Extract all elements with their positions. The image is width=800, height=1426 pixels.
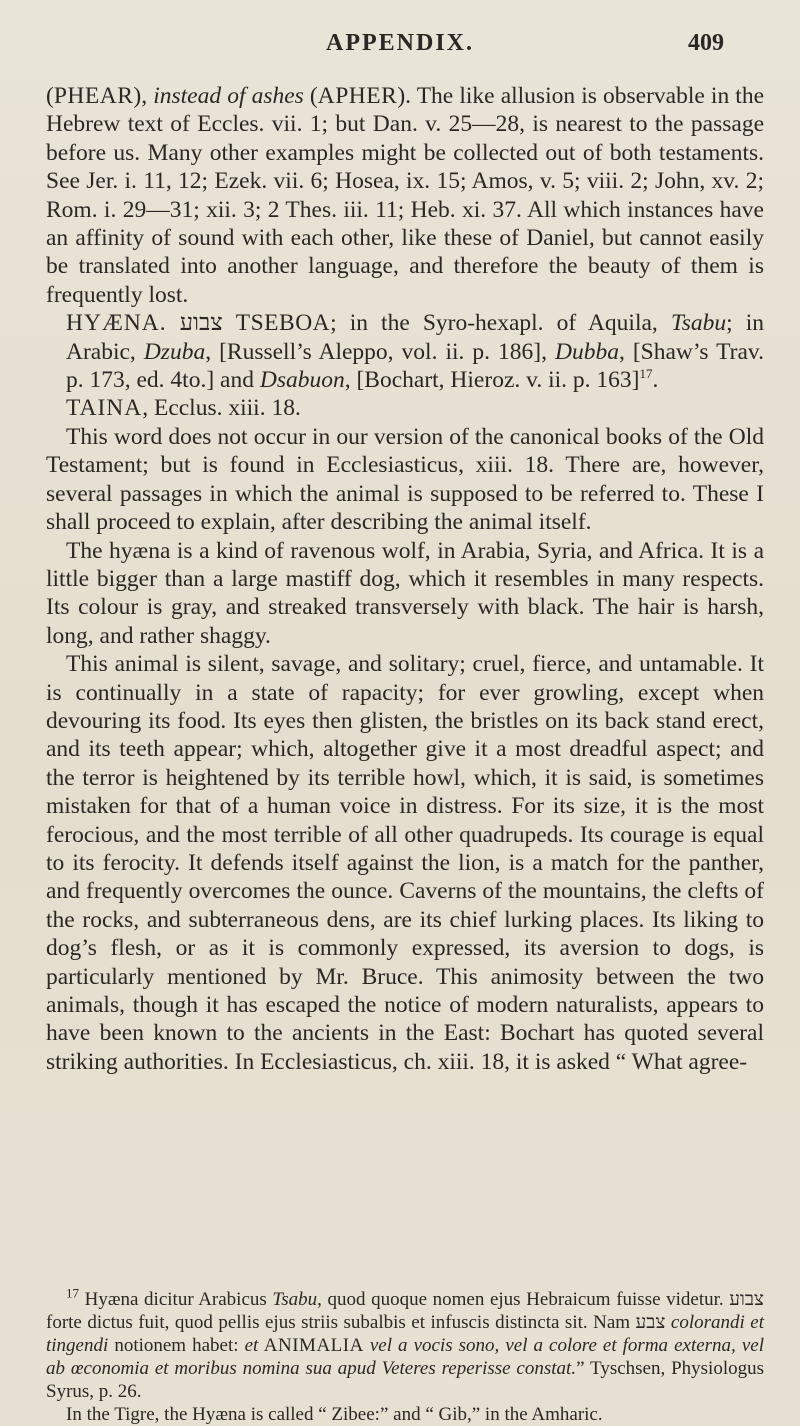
- greek-term-taina: TAINA: [66, 395, 143, 422]
- small-caps-text: ANIMALIA: [258, 1335, 364, 1356]
- running-head: APPENDIX.: [326, 30, 474, 56]
- text-run: , [Bochart, Hieroz. v. ii. p. 163]: [344, 367, 640, 394]
- page-header: [0, 28, 800, 62]
- footnote-number: 17: [66, 1285, 79, 1301]
- italic-text: Dubba: [554, 338, 619, 365]
- text-run: ; in Arabic,: [66, 310, 765, 365]
- entry-subheading-taina: [46, 394, 764, 422]
- italic-text: Dsabuon: [259, 367, 345, 394]
- entry-heading-hyaena: [46, 309, 764, 394]
- text-run: ),: [133, 83, 154, 109]
- page-number: 409: [688, 30, 724, 56]
- paragraph-behaviour: This animal is silent, savage, and solitary; cruel, fierce, and untamable. It is continually in a state of rapacity; for ever growling, except when devouring its food. Its eyes then glisten, the bristles on its back stand erect, and its teeth appear; which, altogether give it a most dreadful aspect; and the terror is heightened by its terrible howl, which, it is said, is sometimes mistaken for that of a human voice in distress. For its size, it is the most ferocious, and the most terrible of all other quadrupeds. Its courage is equal to its ferocity. It defends itself against the lion, is a match for the panther, and frequently overcomes the ounce. Caverns of the mountains, the clefts of the rocks, and subterraneous dens, are its chief lurking places. Its liking to dog’s flesh, or as it is commonly expressed, its aversion to dogs, is particularly mentioned by Mr. Bruce. This animosity between the two animals, though it has escaped the notice of modern naturalists, appears to have been known to the ancients in the East: Bochart has quoted several striking authorities. In Ecclesiasticus, ch. xiii. 18, it is asked “ What agree-: [46, 651, 764, 1075]
- text-run: , Ecclus. xiii. 18.: [142, 395, 301, 422]
- text-run: (: [303, 83, 318, 109]
- footnotes: [46, 1285, 765, 1426]
- text-run: , quod quoque nomen ejus Hebraicum fuisse videtur. צבוע forte dictus fuit, quod pellis ejus striis subalbis et infuscis distincta sit. Nam צבע: [46, 1289, 764, 1333]
- italic-text: Tsabu: [670, 310, 727, 337]
- italic-text: Dzuba: [143, 338, 206, 365]
- paragraph-phear: [46, 82, 764, 309]
- text-run: Hyæna dicitur Arabicus: [79, 1289, 273, 1310]
- paragraph-occurrence: This word does not occur in our version of the canonical books of the Old Testament; but is found in Ecclesiasticus, xiii. 18. There are, however, several passages in which the animal is supposed to be referred to. These I shall proceed to explain, after describing the animal itself.: [46, 423, 764, 536]
- italic-text: Tsabu: [272, 1289, 318, 1310]
- text-run: ; in the Syro-hexapl. of Aquila,: [330, 310, 671, 337]
- italic-text: instead of ashes: [153, 83, 304, 109]
- body-text: [46, 82, 764, 1076]
- italic-text: colorandi et tingendi: [46, 1312, 765, 1356]
- italic-text: et: [244, 1335, 259, 1356]
- text-run: (: [46, 83, 54, 109]
- hebrew-word: צבוע: [166, 310, 236, 337]
- text-run: , [Shaw’s Trav. p. 173, ed. 4to.] and: [66, 338, 765, 394]
- text-run: ” Tyschsen, Physiologus Syrus, p. 26.: [46, 1358, 765, 1402]
- paragraph-description: The hyæna is a kind of ravenous wolf, in Arabia, Syria, and Africa. It is a little bigger than a large mastiff dog, which it resembles in many respects. Its colour is gray, and streaked transversely with black. The hair is harsh, long, and rather shaggy.: [46, 537, 764, 649]
- footnote-marker: 17: [639, 366, 653, 382]
- text-run: ). The like allusion is observable in the Hebrew text of Eccles. vii. 1; but Dan. v. 25—28, is nearest to the passage before us. Many other examples might be collected out of both testaments. See Jer. i. 11, 12; Ezek. vii. 6; Hosea, ix. 15; Amos, v. 5; viii. 2; John, xv. 2; Rom. i. 29—31; xii. 3; 2 Thes. iii. 11; Heb. xi. 37. All which instances have an affinity of sound with each other, like these of Daniel, but cannot easily be translated into another language, and therefore the beauty of them is frequently lost.: [46, 83, 765, 308]
- entry-title-hyaena: HYÆNA.: [66, 310, 167, 337]
- text-run: , [Russell’s Aleppo, vol. ii. p. 186],: [205, 338, 555, 365]
- text-run: .: [652, 367, 659, 394]
- term-phear: PHEAR: [53, 83, 134, 109]
- italic-text: vel a vocis sono, vel a colore et forma externa, vel ab œconomia et moribus nomina sua apud Veteres reperisse constat.: [46, 1335, 764, 1379]
- term-tseboa: TSEBOA: [235, 310, 331, 337]
- term-apher: APHER: [317, 83, 398, 109]
- text-run: notionem habet:: [108, 1335, 245, 1356]
- footnote-tigre: In the Tigre, the Hyæna is called “ Zibee:” and “ Gib,” in the Amharic.: [66, 1404, 603, 1425]
